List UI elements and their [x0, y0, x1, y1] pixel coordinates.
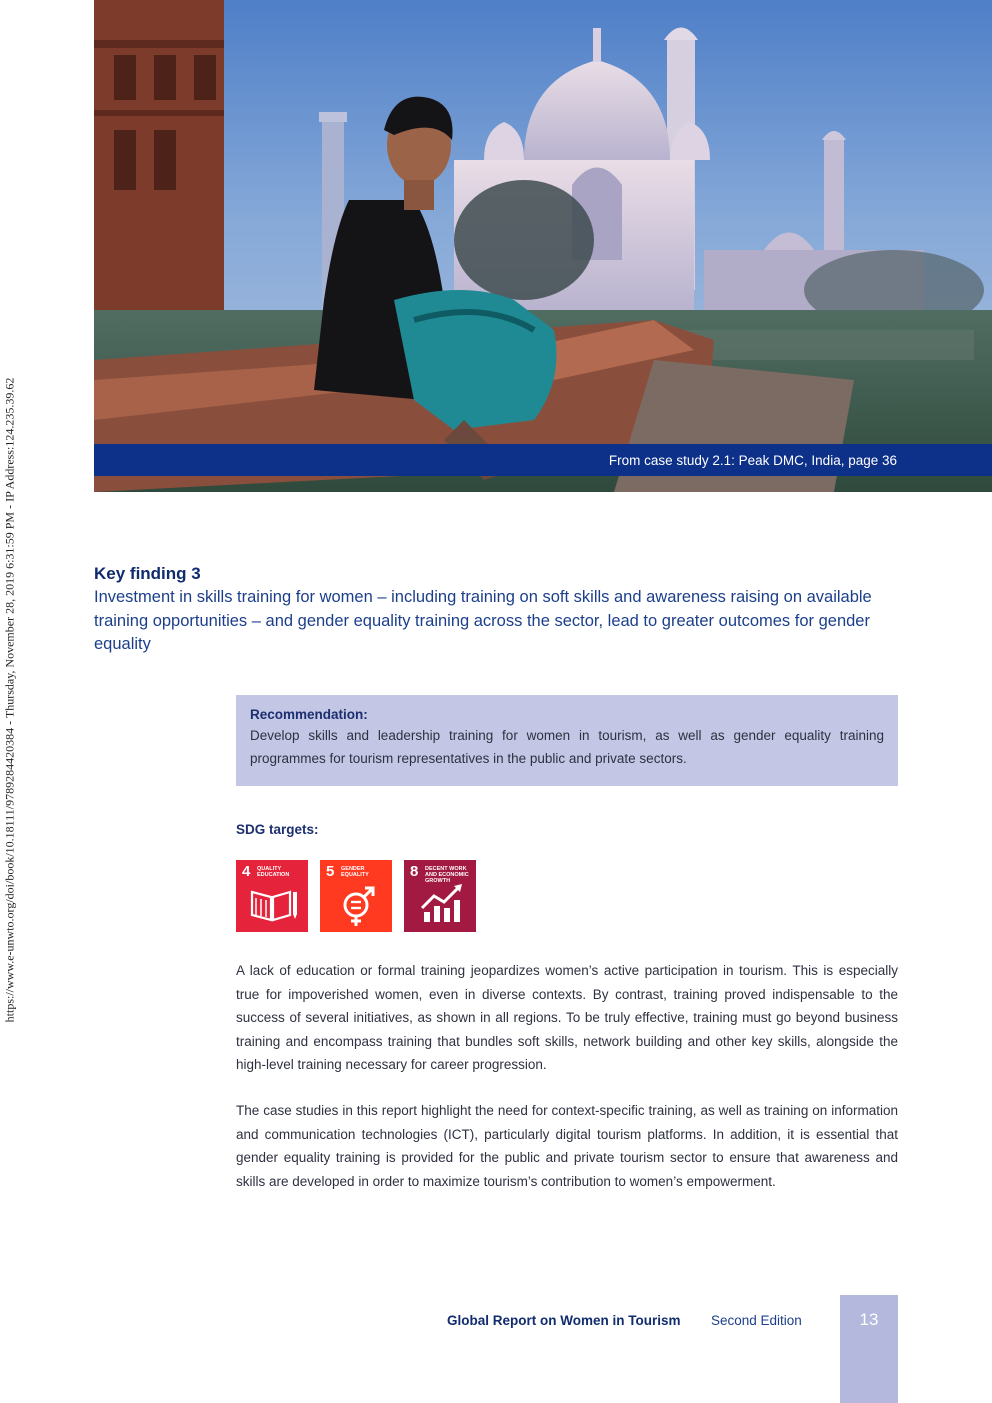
recommendation-box	[236, 695, 898, 786]
footer-edition: Second Edition	[711, 1313, 802, 1328]
sdg-targets-label: SDG targets:	[236, 822, 319, 837]
photo-caption: From case study 2.1: Peak DMC, India, page 36	[608, 452, 897, 468]
sdg-goal-5-title: GENDER EQUALITY	[341, 866, 369, 878]
body-paragraph-2: The case studies in this report highlight the need for context-specific training, as well as training on information and communication technologies (ICT), particularly digital tourism platforms. In addition, it is essential that gender equality training is provided for the public and private tourism sector to ensure that awareness and skills are developed in order to maximize tourism’s contribution to women’s empowerment.	[236, 1103, 898, 1189]
key-finding-title: Key finding 3	[94, 564, 201, 583]
sdg-goal-5-number: 5	[326, 863, 335, 880]
sdg-icons	[236, 860, 476, 932]
footer-report-title: Global Report on Women in Tourism	[447, 1313, 681, 1328]
sdg-goal-4-number: 4	[242, 863, 251, 880]
sdg-goal-4-tile	[236, 860, 308, 932]
download-stamp	[0, 0, 20, 1403]
body-paragraph-1: A lack of education or formal training jeopardizes women’s active participation in tourism. This is especially true for impoverished women, even in diverse contexts. By contrast, training proved indispensable to the success of several initiatives, as shown in all regions. To be truly effective, training must go beyond business training and encompass training that bundles soft skills, network building and other key skills, alongside the high-level training necessary for career progression.	[236, 963, 898, 1072]
recommendation-text: Develop skills and leadership training for women in tourism, as well as gender equality training programmes for tourism representatives in the public and private sectors.	[250, 728, 884, 766]
key-finding-text: Investment in skills training for women – including training on soft skills and awareness raising on available training opportunities – and gender equality training across the sector, lead to greater outcomes for gender equality	[94, 588, 872, 653]
page-number: 13	[859, 1310, 879, 1329]
sdg-goal-5-tile	[320, 860, 392, 932]
sdg-goal-8-tile	[404, 860, 476, 932]
hero-photo	[94, 0, 992, 492]
recommendation-title: Recommendation:	[250, 707, 368, 722]
photo-caption-bar	[94, 444, 992, 476]
photo-taj-mahal-woman	[94, 0, 992, 492]
page-number-tab	[840, 1295, 898, 1403]
sdg-goal-8-title: DECENT WORK AND ECONOMIC GROWTH	[425, 866, 469, 884]
sdg-goal-4-title: QUALITY EDUCATION	[257, 866, 290, 878]
sdg-goal-8-number: 8	[410, 863, 419, 880]
download-stamp-text: https://www.e-unwto.org/doi/book/10.18111/9789284420384 - Thursday, November 28, 2019 6:31:59 PM - IP Address:124.235.39.62	[2, 377, 17, 1023]
